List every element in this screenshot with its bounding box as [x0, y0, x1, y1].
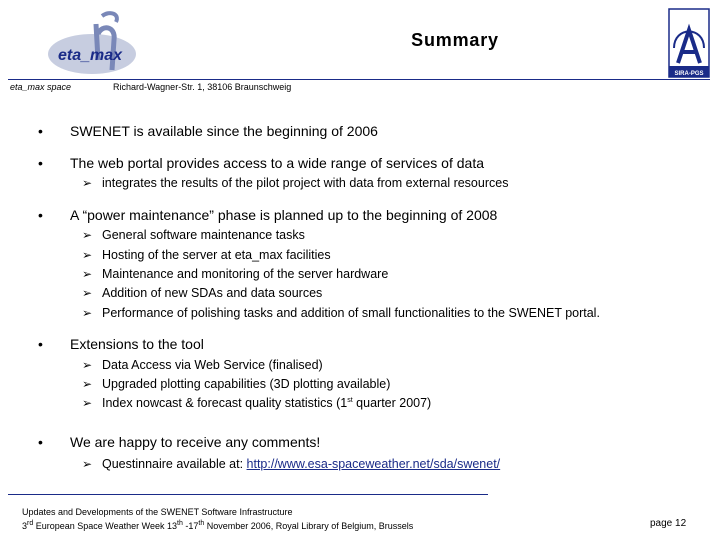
sub-bullet-4-3: ➢ Index nowcast & forecast quality statistics (1st quarter 2007): [82, 396, 432, 410]
footer-line-1: Updates and Developments of the SWENET Software Infrastructure: [22, 507, 293, 517]
sira-pgs-logo: [668, 8, 710, 78]
bullet-3: • A “power maintenance” phase is planned up to the beginning of 2008: [38, 207, 498, 223]
questionnaire-link[interactable]: http://www.esa-spaceweather.net/sda/swenet/: [246, 457, 501, 471]
footer-line-2: 3rd European Space Weather Week 13th -17th November 2006, Royal Library of Belgium, Brussels: [22, 520, 414, 531]
sub-bullet-3-4: ➢ Addition of new SDAs and data sources: [82, 286, 323, 300]
eta-max-logo: [40, 10, 140, 80]
logo-right-text: SIRA-PGS: [674, 71, 704, 77]
sub-bullet-5-1: ➢ Questinnaire available at: http://www.esa-spaceweather.net/sda/swenet/: [82, 457, 501, 471]
sub-bullet-3-3: ➢ Maintenance and monitoring of the server hardware: [82, 267, 389, 281]
sub-bullet-2-1: ➢ integrates the results of the pilot project with data from external resources: [82, 176, 509, 190]
footer-rule: [8, 494, 488, 495]
sub-bullet-4-1: ➢ Data Access via Web Service (finalised): [82, 358, 323, 372]
bullet-4: • Extensions to the tool: [38, 336, 204, 352]
page-number: page 12: [650, 518, 687, 529]
bullet-5: • We are happy to receive any comments!: [38, 434, 321, 450]
logo-text: eta_max: [57, 47, 123, 64]
header-rule: [8, 79, 710, 80]
sub-bullet-3-2: ➢ Hosting of the server at eta_max facilities: [82, 248, 331, 262]
address: Richard-Wagner-Str. 1, 38106 Braunschweig: [113, 82, 292, 92]
bullet-2: • The web portal provides access to a wide range of services of data: [38, 155, 484, 171]
org-name: eta_max space: [10, 82, 72, 92]
page-title: Summary: [411, 30, 499, 50]
sub-bullet-3-5: ➢ Performance of polishing tasks and addition of small functionalities to the SWENET portal.: [82, 306, 600, 320]
sub-bullet-4-2: ➢ Upgraded plotting capabilities (3D plotting available): [82, 377, 391, 391]
bullet-1: • SWENET is available since the beginning of 2006: [38, 123, 378, 139]
sub-bullet-3-1: ➢ General software maintenance tasks: [82, 228, 305, 242]
